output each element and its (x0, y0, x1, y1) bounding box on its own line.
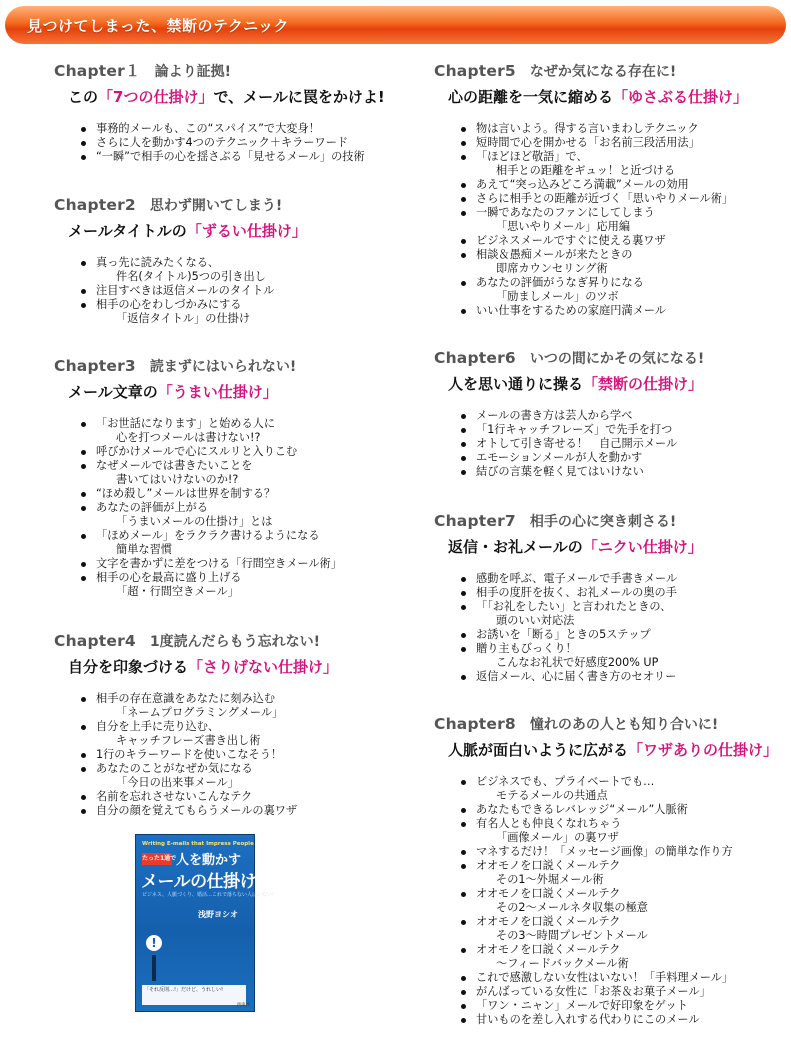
list-item-text: がんばっている女性に「お茶＆お菓子メール」 (476, 985, 711, 998)
list-item-text: 甘いものを差し入れする代わりにこのメール (476, 1013, 700, 1026)
list-item (460, 276, 748, 304)
list-item-text: 有名人とも仲良くなれちゃう (476, 817, 622, 830)
chapter-lead-text: 自分を印象づける (68, 658, 189, 676)
chapter-item-list (460, 775, 778, 1027)
chapter-lead (448, 536, 703, 558)
list-item (460, 600, 703, 628)
chapter-lead-text: この (68, 88, 99, 106)
page-title: 見つけてしまった、禁断のテクニック (27, 17, 290, 35)
list-item-text: さらに人を動かす4つのテクニック＋キラーワード (96, 136, 349, 149)
chapter-heading (434, 510, 703, 532)
chapter-heading (54, 194, 307, 216)
chapter-heading (54, 630, 338, 652)
list-item (80, 417, 342, 445)
list-item (80, 122, 385, 136)
list-item (80, 487, 342, 501)
list-item-continuation: 「うまいメールの仕掛け」とは (116, 515, 273, 528)
list-item (460, 670, 703, 684)
book-title-line2: メールの仕掛け (141, 872, 257, 892)
list-item-text: オトして引き寄せる！ 自己開示メール (476, 437, 678, 450)
list-item (460, 859, 778, 887)
list-item (80, 790, 338, 804)
list-item (460, 206, 748, 234)
list-item-text: 物は言いよう。得する言いまわしテクニック (476, 122, 699, 135)
list-item (460, 971, 778, 985)
book-author: 浅野ヨシオ (198, 910, 238, 919)
chapter-lead-highlight: 「7つの仕掛け」 (98, 88, 214, 106)
list-item-text: メールの書き方は芸人から学べ (476, 409, 633, 422)
list-item-continuation: 件名(タイトル)5つの引き出し (116, 270, 266, 283)
list-item-text: 相手の心を最高に盛り上げる (96, 571, 242, 584)
list-item-text: マネするだけ！「メッセージ画像」の簡単な作り方 (476, 845, 733, 858)
list-item-text: 事務的メールも、この“スパイス”で大変身！ (96, 122, 320, 135)
chapter-subtitle: いつの間にかその気になる! (529, 351, 705, 367)
chapter-lead (68, 220, 307, 242)
list-item-text: オオモノを口説くメールテク (476, 943, 621, 956)
chapter-lead-text: 心の距離を一気に縮める (448, 88, 614, 106)
list-item-text: 呼びかけメールで心にスルリと入りこむ (96, 445, 298, 458)
list-item-text: あなたの評価が上がる (96, 501, 208, 514)
list-item-continuation: 「今日の出来事メール」 (116, 776, 239, 789)
list-item-text: なぜメールでは書きたいことを (96, 459, 253, 472)
list-item (460, 803, 778, 817)
list-item (80, 150, 385, 164)
chapter-lead-highlight: 「ゆさぶる仕掛け」 (613, 88, 749, 106)
list-item-text: 一瞬であなたのファンにしてしまう (476, 206, 655, 219)
list-item-continuation: 簡単な習慣 (116, 543, 172, 556)
chapter-lead (448, 739, 778, 761)
chapter-subtitle: 憧れのあの人とも知り合いに! (529, 717, 719, 733)
list-item-text: 自分を上手に売り込む、 (96, 720, 220, 733)
list-item (80, 762, 338, 790)
list-item-continuation: モテるメールの共通点 (496, 789, 608, 802)
book-footer-text: 「それ反則…!」だけど、うれしい! (142, 985, 246, 1005)
list-item (80, 720, 338, 748)
chapter-heading (54, 355, 342, 377)
list-item (460, 178, 748, 192)
chapter-number: Chapter１ (54, 62, 141, 80)
list-item-continuation: 頭のいい対応法 (496, 614, 575, 627)
chapter-block (434, 713, 778, 1027)
list-item-text: 返信メール、心に届く書き方のセオリー (476, 670, 677, 683)
list-item-text: あなたの評価がうなぎ昇りになる (476, 276, 644, 289)
book-badge: たった1通で (142, 853, 172, 865)
list-item-continuation: 書いてはいけないのか!? (116, 473, 239, 486)
list-item-text: あなたのことがなぜか気になる (96, 762, 253, 775)
list-item-text: 感動を呼ぶ、電子メールで手書きメール (476, 572, 678, 585)
list-item (460, 817, 778, 845)
list-item (460, 845, 778, 859)
chapter-lead-highlight: 「うまい仕掛け」 (157, 383, 278, 401)
list-item-text: 短時間で心を開かせる「お名前三段活用法」 (476, 136, 700, 149)
list-item-text: ビジネスでも、プライベートでも… (476, 775, 655, 788)
book-title-line1: 人を動かす (176, 853, 242, 868)
list-item-text: 真っ先に読みたくなる、 (96, 256, 220, 269)
list-item-text: “ほめ殺し”メールは世界を制する？ (96, 487, 276, 500)
list-item (460, 887, 778, 915)
list-item (80, 256, 307, 284)
list-item-text: ビジネスメールですぐに使える裏ワザ (476, 234, 666, 247)
list-item (80, 692, 338, 720)
list-item (460, 628, 703, 642)
chapter-lead (448, 86, 748, 108)
list-item-text: 「1行キャッチフレーズ」で先手を打つ (476, 423, 673, 436)
list-item (460, 150, 748, 178)
list-item (80, 557, 342, 571)
list-item-text: オオモノを口説くメールテク (476, 915, 621, 928)
chapter-lead-text: 人脈が面白いように広がる (448, 741, 629, 759)
chapter-lead-highlight: 「ニクい仕掛け」 (582, 538, 703, 556)
list-item (460, 999, 778, 1013)
chapter-lead-text: メールタイトルの (68, 222, 187, 240)
list-item-continuation: その3～時間プレゼントメール (496, 929, 648, 942)
list-item (460, 423, 704, 437)
list-item-text: 相手の度肝を抜く、お礼メールの奥の手 (476, 586, 677, 599)
list-item (80, 459, 342, 487)
list-item-text: オオモノを口説くメールテク (476, 887, 621, 900)
chapter-subtitle: 読まずにはいられない! (149, 359, 297, 375)
chapter-number: Chapter5 (434, 62, 516, 80)
person-figure-icon (152, 955, 156, 981)
list-item-continuation: その1～外堀メール術 (496, 873, 604, 886)
chapter-subtitle: 思わず開いてしまう! (149, 198, 283, 214)
chapter-subtitle: 相手の心に突き刺さる! (529, 514, 677, 530)
list-item (460, 985, 778, 999)
chapter-lead-highlight: 「さりげない仕掛け」 (188, 658, 339, 676)
list-item (460, 136, 748, 150)
list-item-text: エモーションメールが人を動かす (476, 451, 643, 464)
list-item-continuation: 「ネームプログラミングメール」 (116, 706, 284, 719)
chapter-block (434, 347, 704, 479)
chapter-item-list (460, 122, 748, 318)
chapter-block (54, 355, 342, 599)
chapter-item-list (80, 692, 338, 818)
list-item (80, 298, 307, 326)
chapter-subtitle: 1度読んだらもう忘れない! (149, 634, 321, 650)
list-item-continuation: 即席カウンセリング術 (496, 262, 608, 275)
list-item (460, 642, 703, 670)
list-item-text: 「お世話になります」と始める人に (96, 417, 276, 430)
list-item-text: あえて“突っ込みどころ満載”メールの効用 (476, 178, 689, 191)
chapter-lead (68, 381, 342, 403)
list-item-text: あなたもできるレバレッジ“メール”人脈術 (476, 803, 688, 816)
list-item-text: 相談＆愚痴メールが来たときの (476, 248, 633, 261)
chapter-heading (434, 713, 778, 735)
list-item (460, 775, 778, 803)
chapter-item-list (460, 409, 704, 479)
book-tagline: Writing E-mails that Impress People (142, 841, 254, 847)
chapter-lead-suffix: で、メールに罠をかけよ! (213, 88, 385, 106)
chapter-block (434, 510, 703, 684)
list-item (80, 748, 338, 762)
list-item-continuation: ～フィードバックメール術 (496, 957, 629, 970)
chapter-block (54, 630, 338, 818)
chapter-item-list (80, 256, 307, 326)
chapter-lead (68, 656, 338, 678)
chapter-lead-highlight: 「ずるい仕掛け」 (186, 222, 307, 240)
chapter-item-list (80, 122, 385, 164)
list-item-text: オオモノを口説くメールテク (476, 859, 621, 872)
list-item (460, 1013, 778, 1027)
list-item (460, 234, 748, 248)
list-item (460, 943, 778, 971)
list-item-text: 注目すべきは返信メールのタイトル (96, 284, 275, 297)
list-item-text: 相手の心をわしづかみにする (96, 298, 242, 311)
list-item (80, 571, 342, 599)
list-item-text: 結びの言葉を軽く見てはいけない (476, 465, 644, 478)
chapter-lead (448, 373, 704, 395)
list-item (460, 304, 748, 318)
list-item-continuation: 心を打つメールは書けない!? (116, 431, 261, 444)
chapter-number: Chapter2 (54, 196, 136, 214)
list-item (460, 192, 748, 206)
list-item-continuation: こんなお礼状で好感度200% UP (496, 656, 659, 669)
list-item-text: “一瞬”で相手の心を揺さぶる「見せるメール」の技術 (96, 150, 365, 163)
list-item-continuation: 「画像メール」の裏ワザ (496, 831, 619, 844)
list-item (80, 804, 338, 818)
list-item-text: 「ほどほど敬語」で、 (476, 150, 588, 163)
chapter-number: Chapter8 (434, 715, 516, 733)
chapter-lead-text: メール文章の (68, 383, 158, 401)
list-item (80, 501, 342, 529)
list-item (80, 136, 385, 150)
list-item-continuation: 相手との距離をギュッ！と近づける (496, 164, 676, 177)
list-item-continuation: キャッチフレーズ書き出し術 (116, 734, 261, 747)
list-item-text: 「ほめメール」をラクラク書けるようになる (96, 529, 320, 542)
list-item-continuation: 「励ましメール」のツボ (496, 290, 619, 303)
list-item-text: 1行のキラーワードを使いこなそう！ (96, 748, 283, 761)
chapter-number: Chapter7 (434, 512, 516, 530)
chapter-number: Chapter6 (434, 349, 516, 367)
header-bar (5, 6, 786, 44)
list-item-text: 相手の存在意識をあなたに刻み込む (96, 692, 276, 705)
list-item-continuation: 「返信タイトル」の仕掛け (116, 312, 251, 325)
list-item-continuation: 「超・行間空きメール」 (116, 585, 239, 598)
list-item-text: これで感激しない女性はいない！「手料理メール」 (476, 971, 734, 984)
list-item (80, 529, 342, 557)
chapter-heading (54, 60, 385, 82)
chapter-lead-highlight: 「禁断の仕掛け」 (583, 375, 704, 393)
list-item-continuation: その2～メールネタ収集の極意 (496, 901, 648, 914)
chapter-heading (434, 347, 704, 369)
list-item (460, 248, 748, 276)
chapter-heading (434, 60, 748, 82)
list-item-text: いい仕事をするための家庭円満メール (476, 304, 666, 317)
book-subtitle: ビジネス、人脈づくり、婚活…これで落ちない人はいない! (142, 892, 275, 898)
list-item (460, 122, 748, 136)
list-item (80, 445, 342, 459)
chapter-item-list (80, 417, 342, 599)
list-item-text: お誘いを「断る」ときの5ステップ (476, 628, 651, 641)
list-item (460, 451, 704, 465)
list-item-text: さらに相手との距離が近づく「思いやりメール術」 (476, 192, 734, 205)
chapter-lead (68, 86, 385, 108)
list-item (460, 437, 704, 451)
list-item-text: 「「お礼をしたい」と言われたときの、 (476, 600, 672, 613)
list-item-text: 贈り主もびっくり！ (476, 642, 577, 655)
chapter-subtitle: なぜか気になる存在に! (529, 64, 677, 80)
chapter-block (54, 194, 307, 326)
list-item-continuation: 「思いやりメール」応用編 (496, 220, 631, 233)
list-item (460, 409, 704, 423)
chapter-lead-highlight: 「ワザありの仕掛け」 (628, 741, 779, 759)
list-item-text: 名前を忘れさせないこんなテク (96, 790, 253, 803)
chapter-lead-text: 人を思い通りに操る (448, 375, 584, 393)
chapter-block (434, 60, 748, 318)
chapter-number: Chapter4 (54, 632, 136, 650)
list-item (460, 572, 703, 586)
exclamation-icon: ! (146, 935, 162, 951)
list-item (460, 465, 704, 479)
chapter-number: Chapter3 (54, 357, 136, 375)
book-cover-image (135, 834, 275, 1012)
chapter-block (54, 60, 385, 164)
list-item (80, 284, 307, 298)
list-item-text: 文字を書かずに差をつける「行間空きメール術」 (96, 557, 342, 570)
chapter-item-list (460, 572, 703, 684)
list-item-text: 「ワン・ニャン」メールで好印象をゲット (476, 999, 688, 1012)
list-item (460, 915, 778, 943)
chapter-subtitle: 論より証拠! (154, 64, 232, 80)
list-item-text: 自分の顔を覚えてもらうメールの裏ワザ (96, 804, 298, 817)
list-item (460, 586, 703, 600)
chapter-lead-text: 返信・お礼メールの (448, 538, 583, 556)
book-publisher: 西東社 (236, 1003, 250, 1008)
